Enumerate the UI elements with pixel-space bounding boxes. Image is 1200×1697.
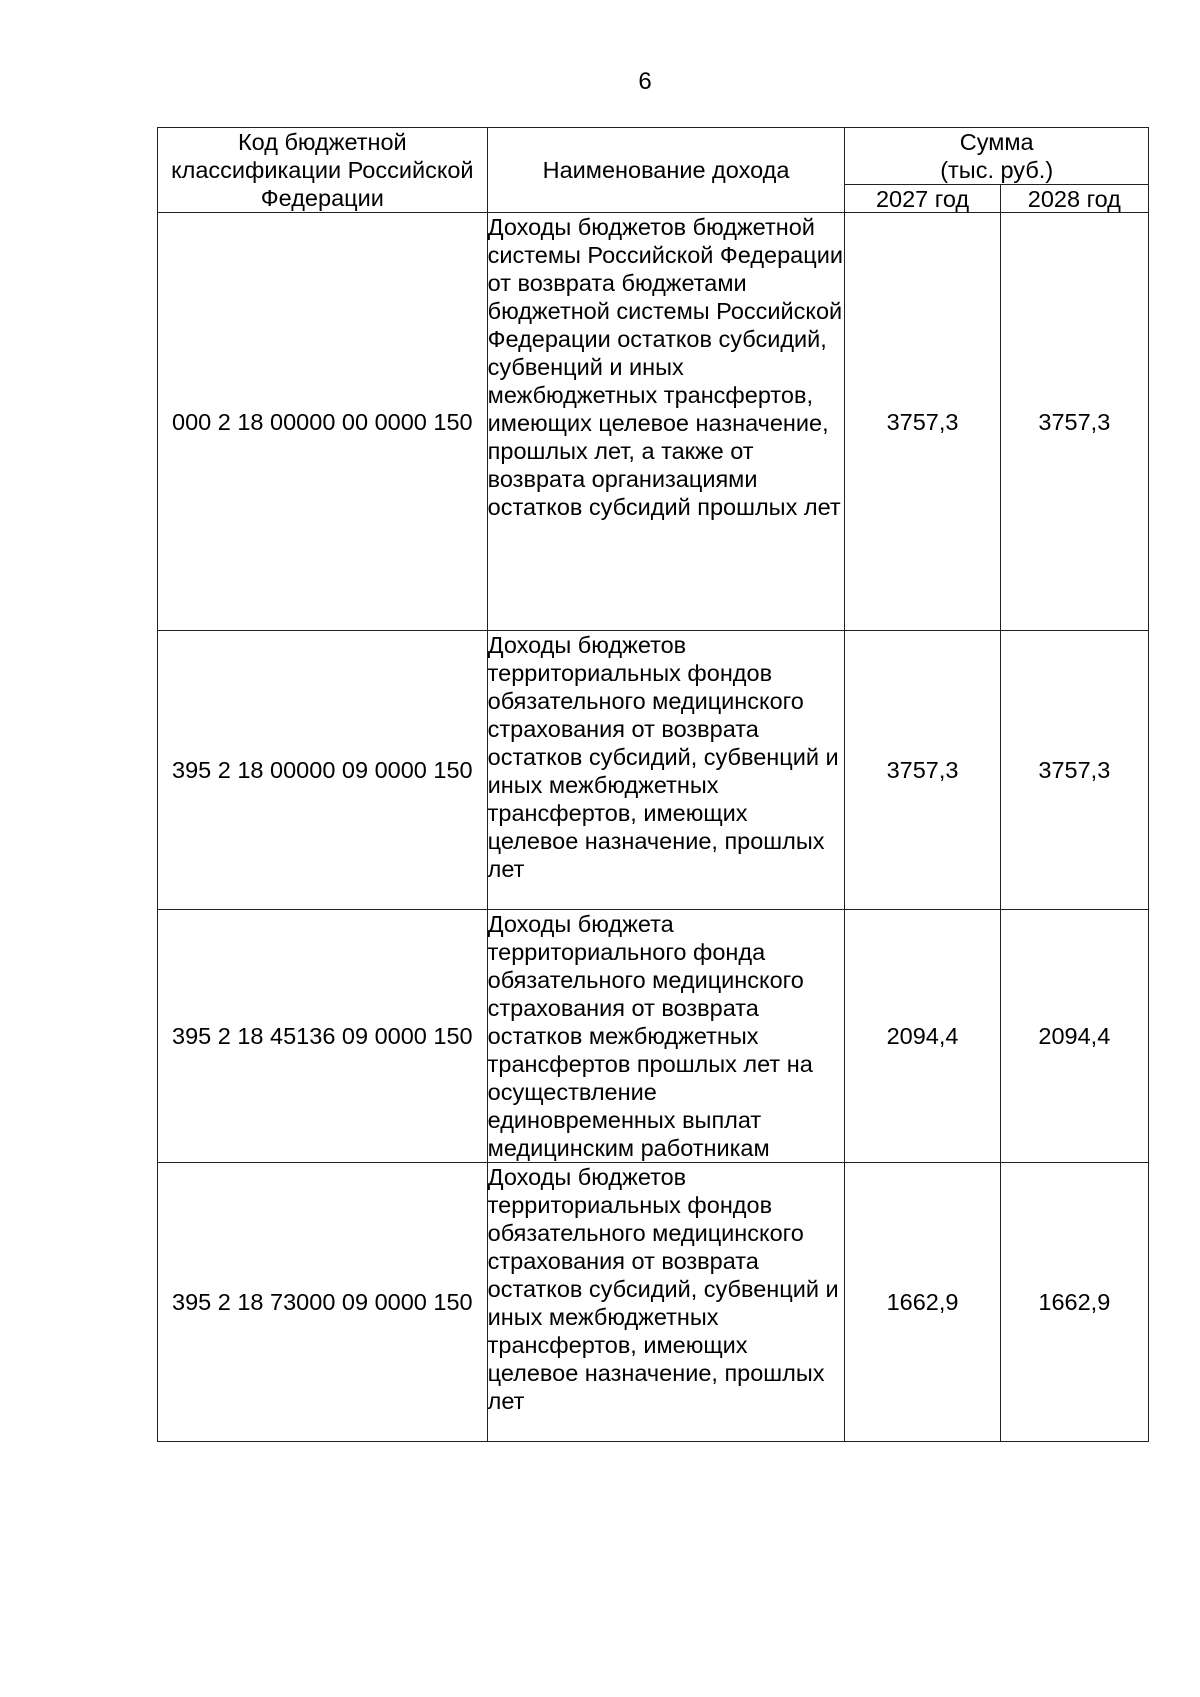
- row-value-2027: 3757,3: [845, 631, 1000, 910]
- table-row: [158, 631, 1149, 910]
- row-value-2028: 2094,4: [1000, 910, 1148, 1163]
- row-value-2027: 1662,9: [845, 1163, 1000, 1442]
- row-name: Доходы бюджета территориального фонда обязательного медицинского страхования от возврата остатков межбюджетных трансфертов прошлых лет на осуществление единовременных выплат медицинским работникам: [487, 910, 845, 1163]
- table-header: [158, 128, 1149, 213]
- row-value-2027: 3757,3: [845, 213, 1000, 631]
- table-row: [158, 213, 1149, 631]
- row-name: Доходы бюджетов территориальных фондов обязательного медицинского страхования от возврата остатков субсидий, субвенций и иных межбюджетных трансфертов, имеющих целевое назначение, прошлых лет: [487, 631, 845, 910]
- header-code: Код бюджетной классификации Российской Федерации: [158, 128, 488, 213]
- row-code: 395 2 18 45136 09 0000 150: [158, 910, 488, 1163]
- row-value-2028: 3757,3: [1000, 631, 1148, 910]
- row-code: 395 2 18 73000 09 0000 150: [158, 1163, 488, 1442]
- page-number: 6: [638, 68, 652, 95]
- income-table: [157, 127, 1149, 1442]
- header-year-2027: 2027 год: [845, 185, 1000, 213]
- header-sum: [845, 128, 1149, 185]
- row-value-2027: 2094,4: [845, 910, 1000, 1163]
- row-value-2028: 1662,9: [1000, 1163, 1148, 1442]
- table-row: [158, 910, 1149, 1163]
- header-sum-text: Сумма (тыс. руб.): [940, 129, 1054, 183]
- table-row: [158, 1163, 1149, 1442]
- row-value-2028: 3757,3: [1000, 213, 1148, 631]
- row-code: 000 2 18 00000 00 0000 150: [158, 213, 488, 631]
- row-name: Доходы бюджетов бюджетной системы Российской Федерации от возврата бюджетами бюджетной системы Российской Федерации остатков субсидий, субвенций и иных межбюджетных трансфертов, имеющих целевое назначение, прошлых лет, а также от возврата организациями остатков субсидий прошлых лет: [487, 213, 845, 631]
- row-name: Доходы бюджетов территориальных фондов обязательного медицинского страхования от возврата остатков субсидий, субвенций и иных межбюджетных трансфертов, имеющих целевое назначение, прошлых лет: [487, 1163, 845, 1442]
- header-year-2028: 2028 год: [1000, 185, 1148, 213]
- row-code: 395 2 18 00000 09 0000 150: [158, 631, 488, 910]
- header-name: Наименование дохода: [487, 128, 845, 213]
